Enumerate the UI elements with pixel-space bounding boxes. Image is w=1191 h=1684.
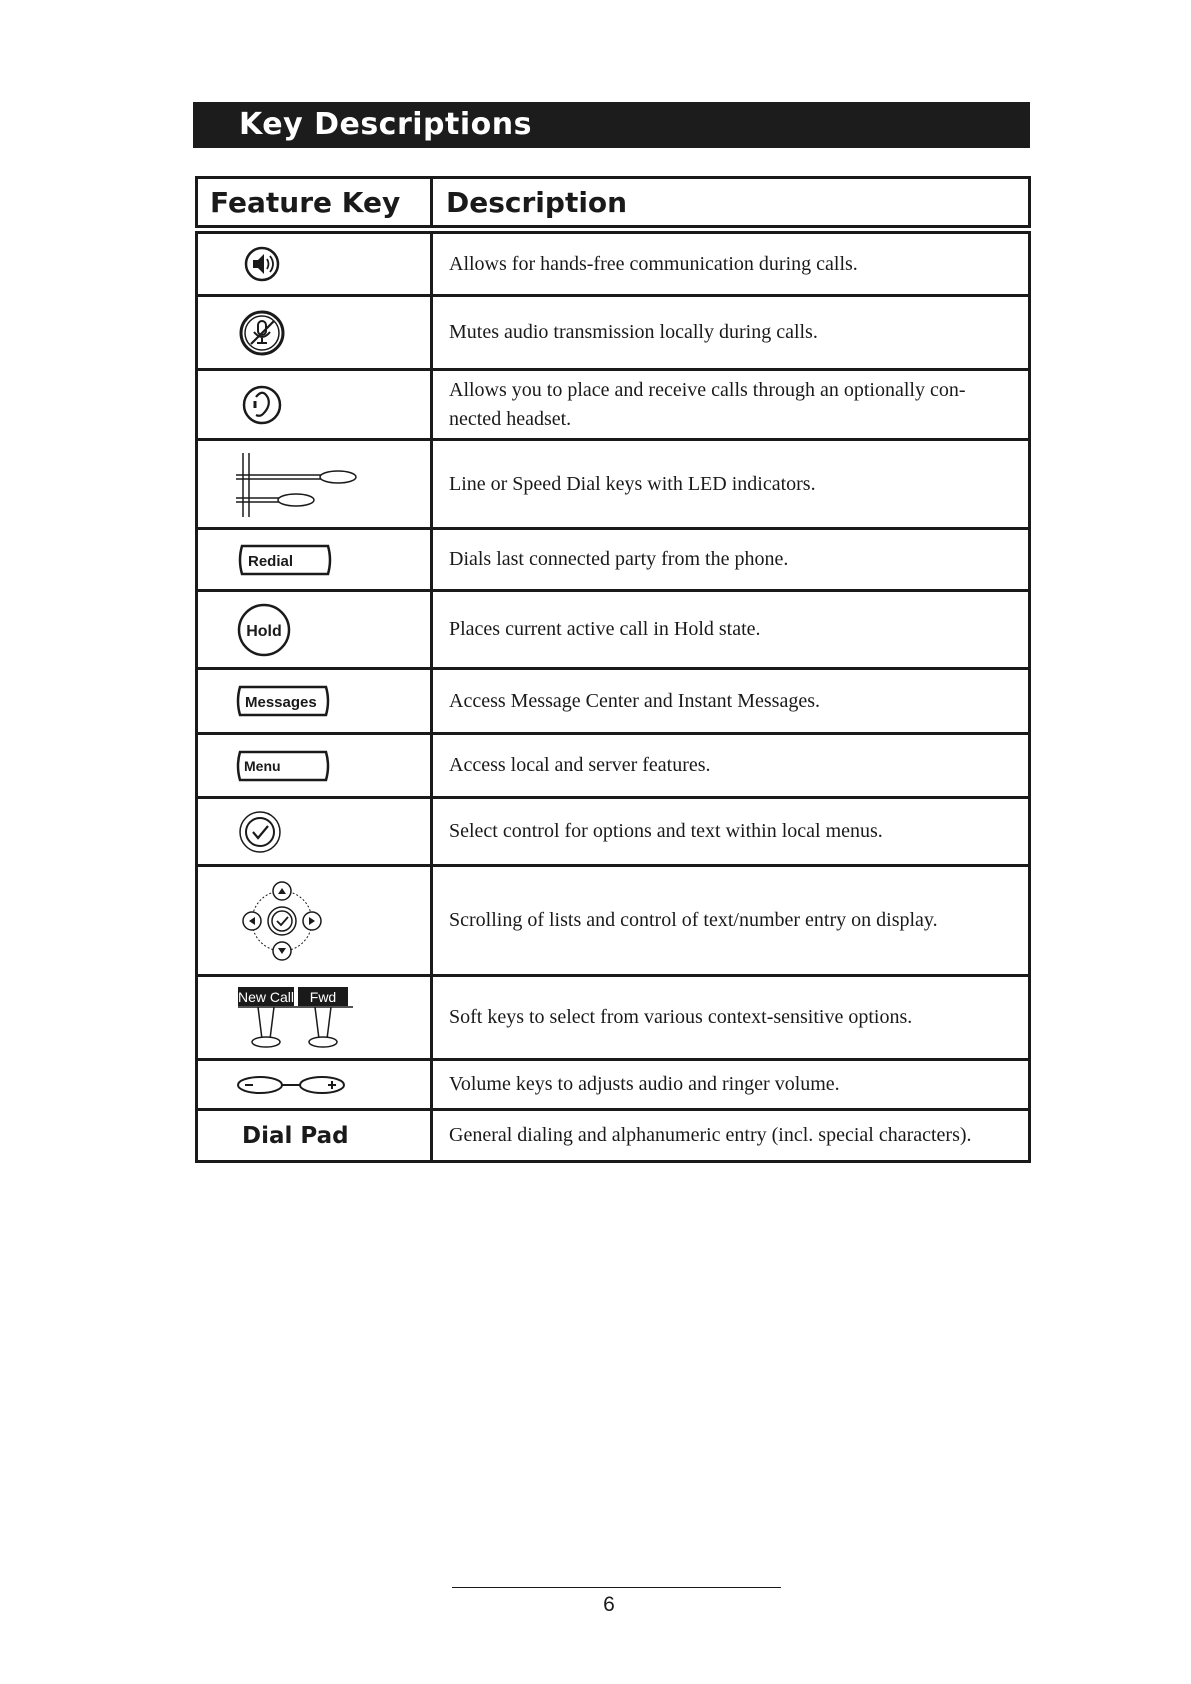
- table-row: [197, 1060, 1030, 1110]
- speaker-icon: [198, 234, 430, 294]
- messages-key-label: Messages: [245, 694, 317, 711]
- feature-key-cell: [197, 230, 432, 296]
- section-title-banner: [193, 102, 1030, 148]
- table-row: [197, 440, 1030, 529]
- redial-key-icon: [198, 532, 430, 588]
- feature-key-cell: [197, 440, 432, 529]
- feature-key-cell: [197, 798, 432, 866]
- description-cell: Select control for options and text within local menus.: [432, 798, 1030, 866]
- headset-icon: [198, 373, 430, 437]
- table-row: [197, 230, 1030, 296]
- mute-icon: [198, 299, 430, 367]
- volume-keys-icon: [198, 1063, 430, 1107]
- description-cell: Soft keys to select from various context-sensitive options.: [432, 976, 1030, 1060]
- feature-key-cell: [197, 669, 432, 734]
- section-title: Key Descriptions: [239, 107, 532, 142]
- description-cell: Mutes audio transmission locally during calls.: [432, 296, 1030, 370]
- navigation-pad-icon: [198, 869, 430, 973]
- table-row: [197, 734, 1030, 798]
- select-key-icon: [198, 801, 430, 863]
- table-row: [197, 296, 1030, 370]
- feature-key-cell: [197, 1060, 432, 1110]
- description-cell: Line or Speed Dial keys with LED indicators.: [432, 440, 1030, 529]
- footer-rule: [452, 1587, 781, 1588]
- feature-key-cell: [197, 1110, 432, 1162]
- table-row: [197, 591, 1030, 669]
- feature-key-cell: [197, 296, 432, 370]
- feature-key-cell: [197, 976, 432, 1060]
- feature-key-cell: [197, 866, 432, 976]
- table-row: [197, 529, 1030, 591]
- hold-key-icon: [198, 594, 430, 666]
- menu-key-label: Menu: [244, 757, 281, 774]
- table-row: [197, 1110, 1030, 1162]
- description-cell: Allows you to place and receive calls through an optionally con-nected headset.: [432, 370, 1030, 440]
- menu-key-icon: [198, 737, 430, 795]
- description-cell: Dials last connected party from the phone.: [432, 529, 1030, 591]
- description-cell: Scrolling of lists and control of text/number entry on display.: [432, 866, 1030, 976]
- messages-key-icon: [198, 672, 430, 730]
- description-header: Description: [432, 178, 1030, 230]
- feature-key-cell: [197, 734, 432, 798]
- description-cell: Allows for hands-free communication during calls.: [432, 230, 1030, 296]
- soft-key-fwd: Fwd: [309, 988, 337, 1005]
- soft-key-new-call: New Call: [237, 988, 295, 1005]
- soft-keys-icon: [198, 979, 430, 1057]
- feature-key-cell: [197, 529, 432, 591]
- table-row: [197, 798, 1030, 866]
- page-number: 6: [603, 1593, 615, 1616]
- description-cell: Access local and server features.: [432, 734, 1030, 798]
- key-descriptions-table: [195, 176, 1031, 1163]
- description-cell: Places current active call in Hold state.: [432, 591, 1030, 669]
- description-cell: Volume keys to adjusts audio and ringer volume.: [432, 1060, 1030, 1110]
- table-row: [197, 866, 1030, 976]
- table-row: [197, 669, 1030, 734]
- table-row: [197, 976, 1030, 1060]
- description-cell: Access Message Center and Instant Messages.: [432, 669, 1030, 734]
- line-keys-icon: [198, 443, 430, 525]
- feature-key-header: Feature Key: [197, 178, 432, 230]
- feature-key-cell: [197, 370, 432, 440]
- dial-pad-label: Dial Pad: [242, 1122, 349, 1149]
- redial-key-label: Redial: [248, 552, 294, 570]
- feature-key-cell: [197, 591, 432, 669]
- hold-key-label: Hold: [246, 622, 282, 640]
- table-row: [197, 370, 1030, 440]
- description-cell: General dialing and alphanumeric entry (incl. special characters).: [432, 1110, 1030, 1162]
- table-header-row: [197, 178, 1030, 230]
